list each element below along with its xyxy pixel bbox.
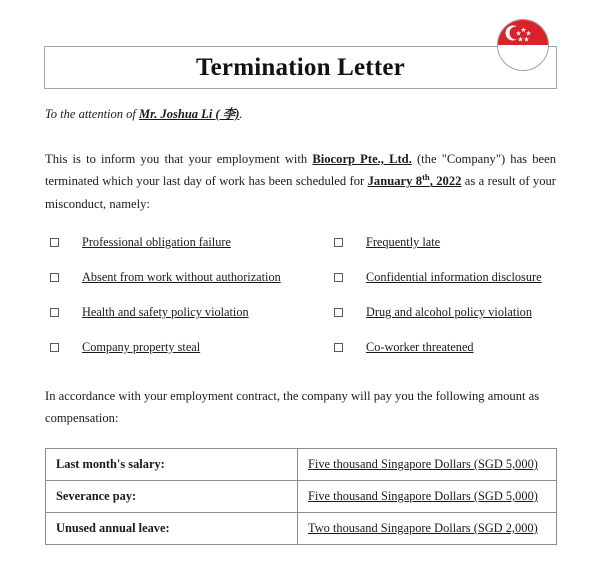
termination-date [368,174,462,188]
company-name: Biocorp Pte., Ltd. [312,152,412,166]
paragraph-part-2: (the "Company") has been terminated which your last day of work has been scheduled for [45,152,557,189]
checklist-item-absent-without-authorization[interactable] [45,269,332,286]
title-box [44,46,557,89]
checklist-item-health-and-safety-violation[interactable] [45,304,332,321]
checklist-item-label: Absent from work without authorization [82,270,281,284]
paragraph-part-1: This is to inform you that your employment with [45,152,313,166]
compensation-value [298,513,557,545]
checklist-row [45,234,557,269]
table-row [46,481,557,513]
checklist-item-label: Drug and alcohol policy violation [366,305,532,319]
checkbox-icon[interactable] [334,273,343,282]
checklist-item-drug-and-alcohol-violation[interactable] [332,304,557,321]
checklist-item-co-worker-threatened[interactable] [332,339,557,356]
recipient-name: Mr. Joshua Li ( 李) [139,107,240,121]
checklist-item-label: Health and safety policy violation [82,305,249,319]
checklist-item-label: Frequently late [366,235,441,249]
checklist-item-label: Confidential information disclosure [366,270,542,284]
compensation-value-text: Five thousand Singapore Dollars (SGD 5,000) [308,489,538,503]
checklist-item-professional-obligation-failure[interactable] [45,234,332,251]
main-paragraph [45,148,556,215]
table-row [46,513,557,545]
title-block [44,46,557,89]
compensation-paragraph: In accordance with your employment contract, the company will pay you the following amount as compensation: [45,389,540,426]
attention-suffix: . [239,107,243,121]
compensation-value-text: Two thousand Singapore Dollars (SGD 2,000) [308,521,538,535]
attention-line [45,106,243,124]
compensation-label: Severance pay: [46,481,298,513]
checklist-row [45,269,557,304]
attention-prefix: To the attention of [45,107,139,121]
compensation-value [298,481,557,513]
checklist-item-confidential-information-disclosure[interactable] [332,269,557,286]
page-title: Termination Letter [196,54,405,81]
compensation-value-text: Five thousand Singapore Dollars (SGD 5,000) [308,457,538,471]
checklist-item-label: Company property steal [82,340,201,354]
checkbox-icon[interactable] [334,238,343,247]
checklist-item-company-property-steal[interactable] [45,339,332,356]
termination-date-day: January 8 [367,174,423,189]
checklist-item-frequently-late[interactable] [332,234,557,251]
checklist-row [45,339,557,374]
paragraph-part-3: as a result of your misconduct, namely: [45,174,556,211]
checkbox-icon[interactable] [50,343,59,352]
table-row [46,449,557,481]
checkbox-icon[interactable] [50,273,59,282]
compensation-label: Unused annual leave: [46,513,298,545]
compensation-label: Last month's salary: [46,449,298,481]
checklist-item-label: Professional obligation failure [82,235,231,249]
checkbox-icon[interactable] [50,308,59,317]
checkbox-icon[interactable] [50,238,59,247]
checkbox-icon[interactable] [334,308,343,317]
checkbox-icon[interactable] [334,343,343,352]
checklist-row [45,304,557,339]
compensation-value [298,449,557,481]
singapore-flag-icon [497,19,549,71]
termination-date-year: , 2022 [429,174,462,189]
misconduct-checklist [45,234,557,374]
compensation-table [45,448,557,545]
termination-date-ordinal: th [422,172,430,183]
checklist-item-label: Co-worker threatened [366,340,474,354]
